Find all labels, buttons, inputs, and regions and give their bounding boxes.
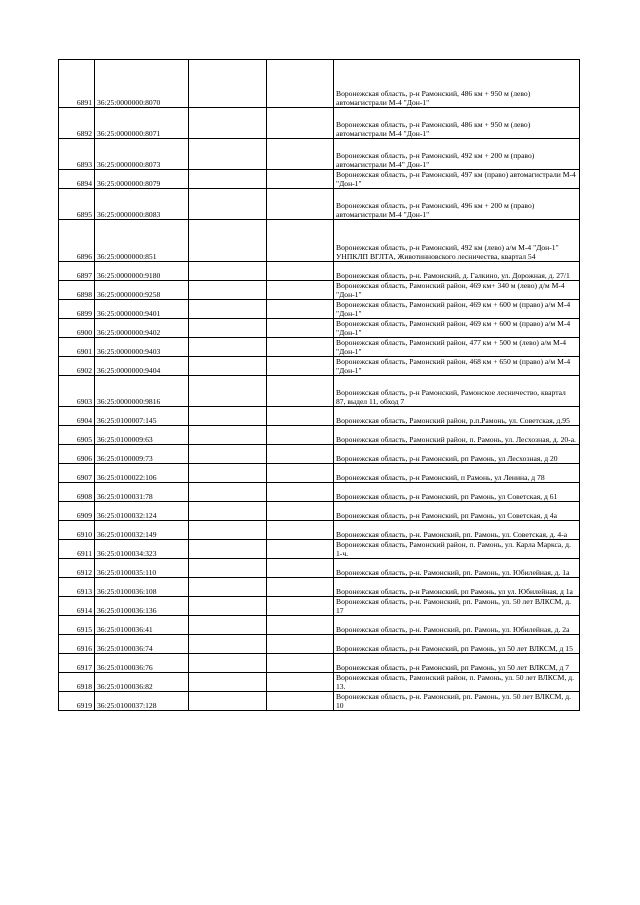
row-number-cell: 6909 [59,502,95,521]
cadastral-number-cell: 36:25:0100036:108 [95,578,189,597]
empty-cell [189,559,267,578]
empty-cell [267,673,334,692]
cadastral-number-cell: 36:25:0000000:851 [95,220,189,262]
row-number-cell: 6908 [59,483,95,502]
empty-cell [267,502,334,521]
empty-cell [267,426,334,445]
empty-cell [189,376,267,407]
address-cell: Воронежская область, р-н Рамонский, рп Рамонь, ул Лесхозная, д 20 [334,445,580,464]
empty-cell [189,673,267,692]
table-row [59,578,580,597]
empty-cell [189,170,267,189]
address-cell: Воронежская область, р-н. Рамонский, рп. Рамонь, ул. 50 лет ВЛКСМ, д. 10 [334,692,580,711]
empty-cell [267,189,334,220]
empty-cell [267,220,334,262]
address-cell: Воронежская область, р-н Рамонский, рп Рамонь, ул 50 лет ВЛКСМ, д 15 [334,635,580,654]
registry-table [58,59,580,711]
address-cell: Воронежская область, р-н Рамонский, 492 км (лево) а/м М-4 "Дон-1" УНПКЛП ВГЛТА, Животинновского лесничества, квартал 54 [334,220,580,262]
row-number-cell: 6907 [59,464,95,483]
empty-cell [189,597,267,616]
empty-cell [267,376,334,407]
empty-cell [267,578,334,597]
table-row [59,464,580,483]
address-cell: Воронежская область, Рамонский район, 469 км + 600 м (право) а/м М-4 "Дон-1" [334,300,580,319]
address-cell: Воронежская область, Рамонский район, п. Рамонь, ул. Лесхозная, д. 20-а. [334,426,580,445]
table-row [59,338,580,357]
empty-cell [267,597,334,616]
table-row [59,60,580,108]
table-row [59,376,580,407]
cadastral-number-cell: 36:25:0100036:82 [95,673,189,692]
row-number-cell: 6913 [59,578,95,597]
cadastral-number-cell: 36:25:0000000:9401 [95,300,189,319]
empty-cell [267,338,334,357]
cadastral-number-cell: 36:25:0100036:136 [95,597,189,616]
empty-cell [267,616,334,635]
cadastral-number-cell: 36:25:0100009:73 [95,445,189,464]
cadastral-number-cell: 36:25:0100031:78 [95,483,189,502]
registry-table-body [59,60,580,711]
row-number-cell: 6911 [59,540,95,559]
address-cell: Воронежская область, Рамонский район, р.п.Рамонь, ул. Советская, д.95 [334,407,580,426]
table-row [59,262,580,281]
empty-cell [189,426,267,445]
table-row [59,502,580,521]
row-number-cell: 6891 [59,60,95,108]
empty-cell [189,578,267,597]
cadastral-number-cell: 36:25:0000000:9402 [95,319,189,338]
cadastral-number-cell: 36:25:0000000:9258 [95,281,189,300]
empty-cell [189,654,267,673]
cadastral-number-cell: 36:25:0000000:8083 [95,189,189,220]
table-row [59,483,580,502]
cadastral-number-cell: 36:25:0100036:41 [95,616,189,635]
row-number-cell: 6915 [59,616,95,635]
empty-cell [189,357,267,376]
address-cell: Воронежская область, р-н Рамонский, 486 км + 950 м (лево) автомагистрали М-4 "Дон-1" [334,60,580,108]
empty-cell [267,464,334,483]
table-row [59,189,580,220]
empty-cell [189,281,267,300]
row-number-cell: 6914 [59,597,95,616]
address-cell: Воронежская область, р-н Рамонский, п Рамонь, ул Ленина, д 78 [334,464,580,483]
table-row [59,597,580,616]
address-cell: Воронежская область, р-н Рамонский, 492 км + 200 м (право) автомагистрали М-4" Дон-1" [334,139,580,170]
table-row [59,108,580,139]
empty-cell [267,262,334,281]
empty-cell [267,540,334,559]
table-row [59,220,580,262]
empty-cell [267,521,334,540]
address-cell: Воронежская область, р-н Рамонский, Рамонское лесничество, квартал 87, выдел 11, обход 7 [334,376,580,407]
table-row [59,139,580,170]
cadastral-number-cell: 36:25:0000000:9403 [95,338,189,357]
row-number-cell: 6919 [59,692,95,711]
row-number-cell: 6904 [59,407,95,426]
table-row [59,692,580,711]
row-number-cell: 6900 [59,319,95,338]
empty-cell [189,464,267,483]
row-number-cell: 6901 [59,338,95,357]
empty-cell [189,262,267,281]
empty-cell [189,220,267,262]
row-number-cell: 6917 [59,654,95,673]
empty-cell [189,692,267,711]
empty-cell [189,502,267,521]
row-number-cell: 6902 [59,357,95,376]
empty-cell [267,635,334,654]
empty-cell [189,60,267,108]
row-number-cell: 6892 [59,108,95,139]
row-number-cell: 6910 [59,521,95,540]
cadastral-number-cell: 36:25:0100036:74 [95,635,189,654]
table-row [59,170,580,189]
empty-cell [189,540,267,559]
cadastral-number-cell: 36:25:0100037:128 [95,692,189,711]
empty-cell [267,170,334,189]
address-cell: Воронежская область, р-н. Рамонский, д. Галкино, ул. Дорожная, д. 27/1 [334,262,580,281]
table-row [59,445,580,464]
cadastral-number-cell: 36:25:0100009:63 [95,426,189,445]
address-cell: Воронежская область, р-н. Рамонский, рп. Рамонь, ул. Юбилейная, д. 2а [334,616,580,635]
row-number-cell: 6894 [59,170,95,189]
empty-cell [267,559,334,578]
cadastral-number-cell: 36:25:0000000:9180 [95,262,189,281]
row-number-cell: 6903 [59,376,95,407]
table-row [59,407,580,426]
row-number-cell: 6918 [59,673,95,692]
table-row [59,616,580,635]
cadastral-number-cell: 36:25:0100007:145 [95,407,189,426]
row-number-cell: 6906 [59,445,95,464]
cadastral-number-cell: 36:25:0100022:106 [95,464,189,483]
row-number-cell: 6897 [59,262,95,281]
address-cell: Воронежская область, р-н Рамонский, 486 км + 950 м (лево) автомагистрали М-4 "Дон-1" [334,108,580,139]
cadastral-number-cell: 36:25:0100032:149 [95,521,189,540]
cadastral-number-cell: 36:25:0000000:8079 [95,170,189,189]
empty-cell [189,300,267,319]
row-number-cell: 6912 [59,559,95,578]
empty-cell [267,139,334,170]
cadastral-number-cell: 36:25:0100036:76 [95,654,189,673]
empty-cell [267,300,334,319]
address-cell: Воронежская область, Рамонский район, 468 км + 650 м (право) а/м М-4 "Дон-1" [334,357,580,376]
empty-cell [189,139,267,170]
table-row [59,319,580,338]
address-cell: Воронежская область, р-н Рамонский, рп Рамонь, ул ул. Юбилейная, д 1а [334,578,580,597]
table-row [59,426,580,445]
address-cell: Воронежская область, р-н. Рамонский, рп. Рамонь, ул. Юбилейная, д. 1а [334,559,580,578]
row-number-cell: 6898 [59,281,95,300]
empty-cell [189,407,267,426]
cadastral-number-cell: 36:25:0000000:8073 [95,139,189,170]
address-cell: Воронежская область, р-н Рамонский, 496 км + 200 м (право) автомагистрали М-4 "Дон-1" [334,189,580,220]
cadastral-number-cell: 36:25:0100035:110 [95,559,189,578]
empty-cell [267,108,334,139]
address-cell: Воронежская область, Рамонский район, п. Рамонь, ул. 50 лет ВЛКСМ, д. 13. [334,673,580,692]
empty-cell [189,521,267,540]
address-cell: Воронежская область, р-н. Рамонский, рп. Рамонь, ул. Советская, д. 4-а [334,521,580,540]
address-cell: Воронежская область, Рамонский район, 469 км+ 340 м (лево) д/м М-4 "Дон-1" [334,281,580,300]
address-cell: Воронежская область, р-н. Рамонский, рп. Рамонь, ул. 50 лет ВЛКСМ, д. 17 [334,597,580,616]
table-row [59,300,580,319]
table-row [59,559,580,578]
empty-cell [267,654,334,673]
empty-cell [189,338,267,357]
empty-cell [267,445,334,464]
empty-cell [189,445,267,464]
empty-cell [189,635,267,654]
empty-cell [267,692,334,711]
empty-cell [267,483,334,502]
address-cell: Воронежская область, р-н Рамонский, рп Рамонь, ул Советская, д 61 [334,483,580,502]
address-cell: Воронежская область, р-н Рамонский, 497 км (право) автомагистрали М-4 "Дон-1" [334,170,580,189]
row-number-cell: 6895 [59,189,95,220]
cadastral-number-cell: 36:25:0000000:9816 [95,376,189,407]
table-row [59,635,580,654]
table-row [59,673,580,692]
address-cell: Воронежская область, Рамонский район, 477 км + 500 м (лево) а/м М-4 "Дон-1" [334,338,580,357]
empty-cell [189,616,267,635]
table-row [59,521,580,540]
table-row [59,357,580,376]
cadastral-number-cell: 36:25:0000000:9404 [95,357,189,376]
empty-cell [267,60,334,108]
row-number-cell: 6893 [59,139,95,170]
row-number-cell: 6905 [59,426,95,445]
cadastral-number-cell: 36:25:0000000:8070 [95,60,189,108]
empty-cell [189,319,267,338]
row-number-cell: 6896 [59,220,95,262]
table-row [59,540,580,559]
table-row [59,281,580,300]
cadastral-number-cell: 36:25:0100034:323 [95,540,189,559]
empty-cell [267,357,334,376]
table-row [59,654,580,673]
address-cell: Воронежская область, Рамонский район, п. Рамонь, ул. Карла Маркса, д. 1-ч. [334,540,580,559]
empty-cell [189,189,267,220]
empty-cell [267,281,334,300]
address-cell: Воронежская область, р-н Рамонский, рп Рамонь, ул 50 лет ВЛКСМ, д 7 [334,654,580,673]
row-number-cell: 6899 [59,300,95,319]
cadastral-number-cell: 36:25:0100032:124 [95,502,189,521]
address-cell: Воронежская область, Рамонский район, 469 км + 600 м (право) а/м М-4 "Дон-1" [334,319,580,338]
empty-cell [267,407,334,426]
empty-cell [267,319,334,338]
address-cell: Воронежская область, р-н Рамонский, рп Рамонь, ул Советская, д 4а [334,502,580,521]
cadastral-number-cell: 36:25:0000000:8071 [95,108,189,139]
empty-cell [189,483,267,502]
empty-cell [189,108,267,139]
row-number-cell: 6916 [59,635,95,654]
